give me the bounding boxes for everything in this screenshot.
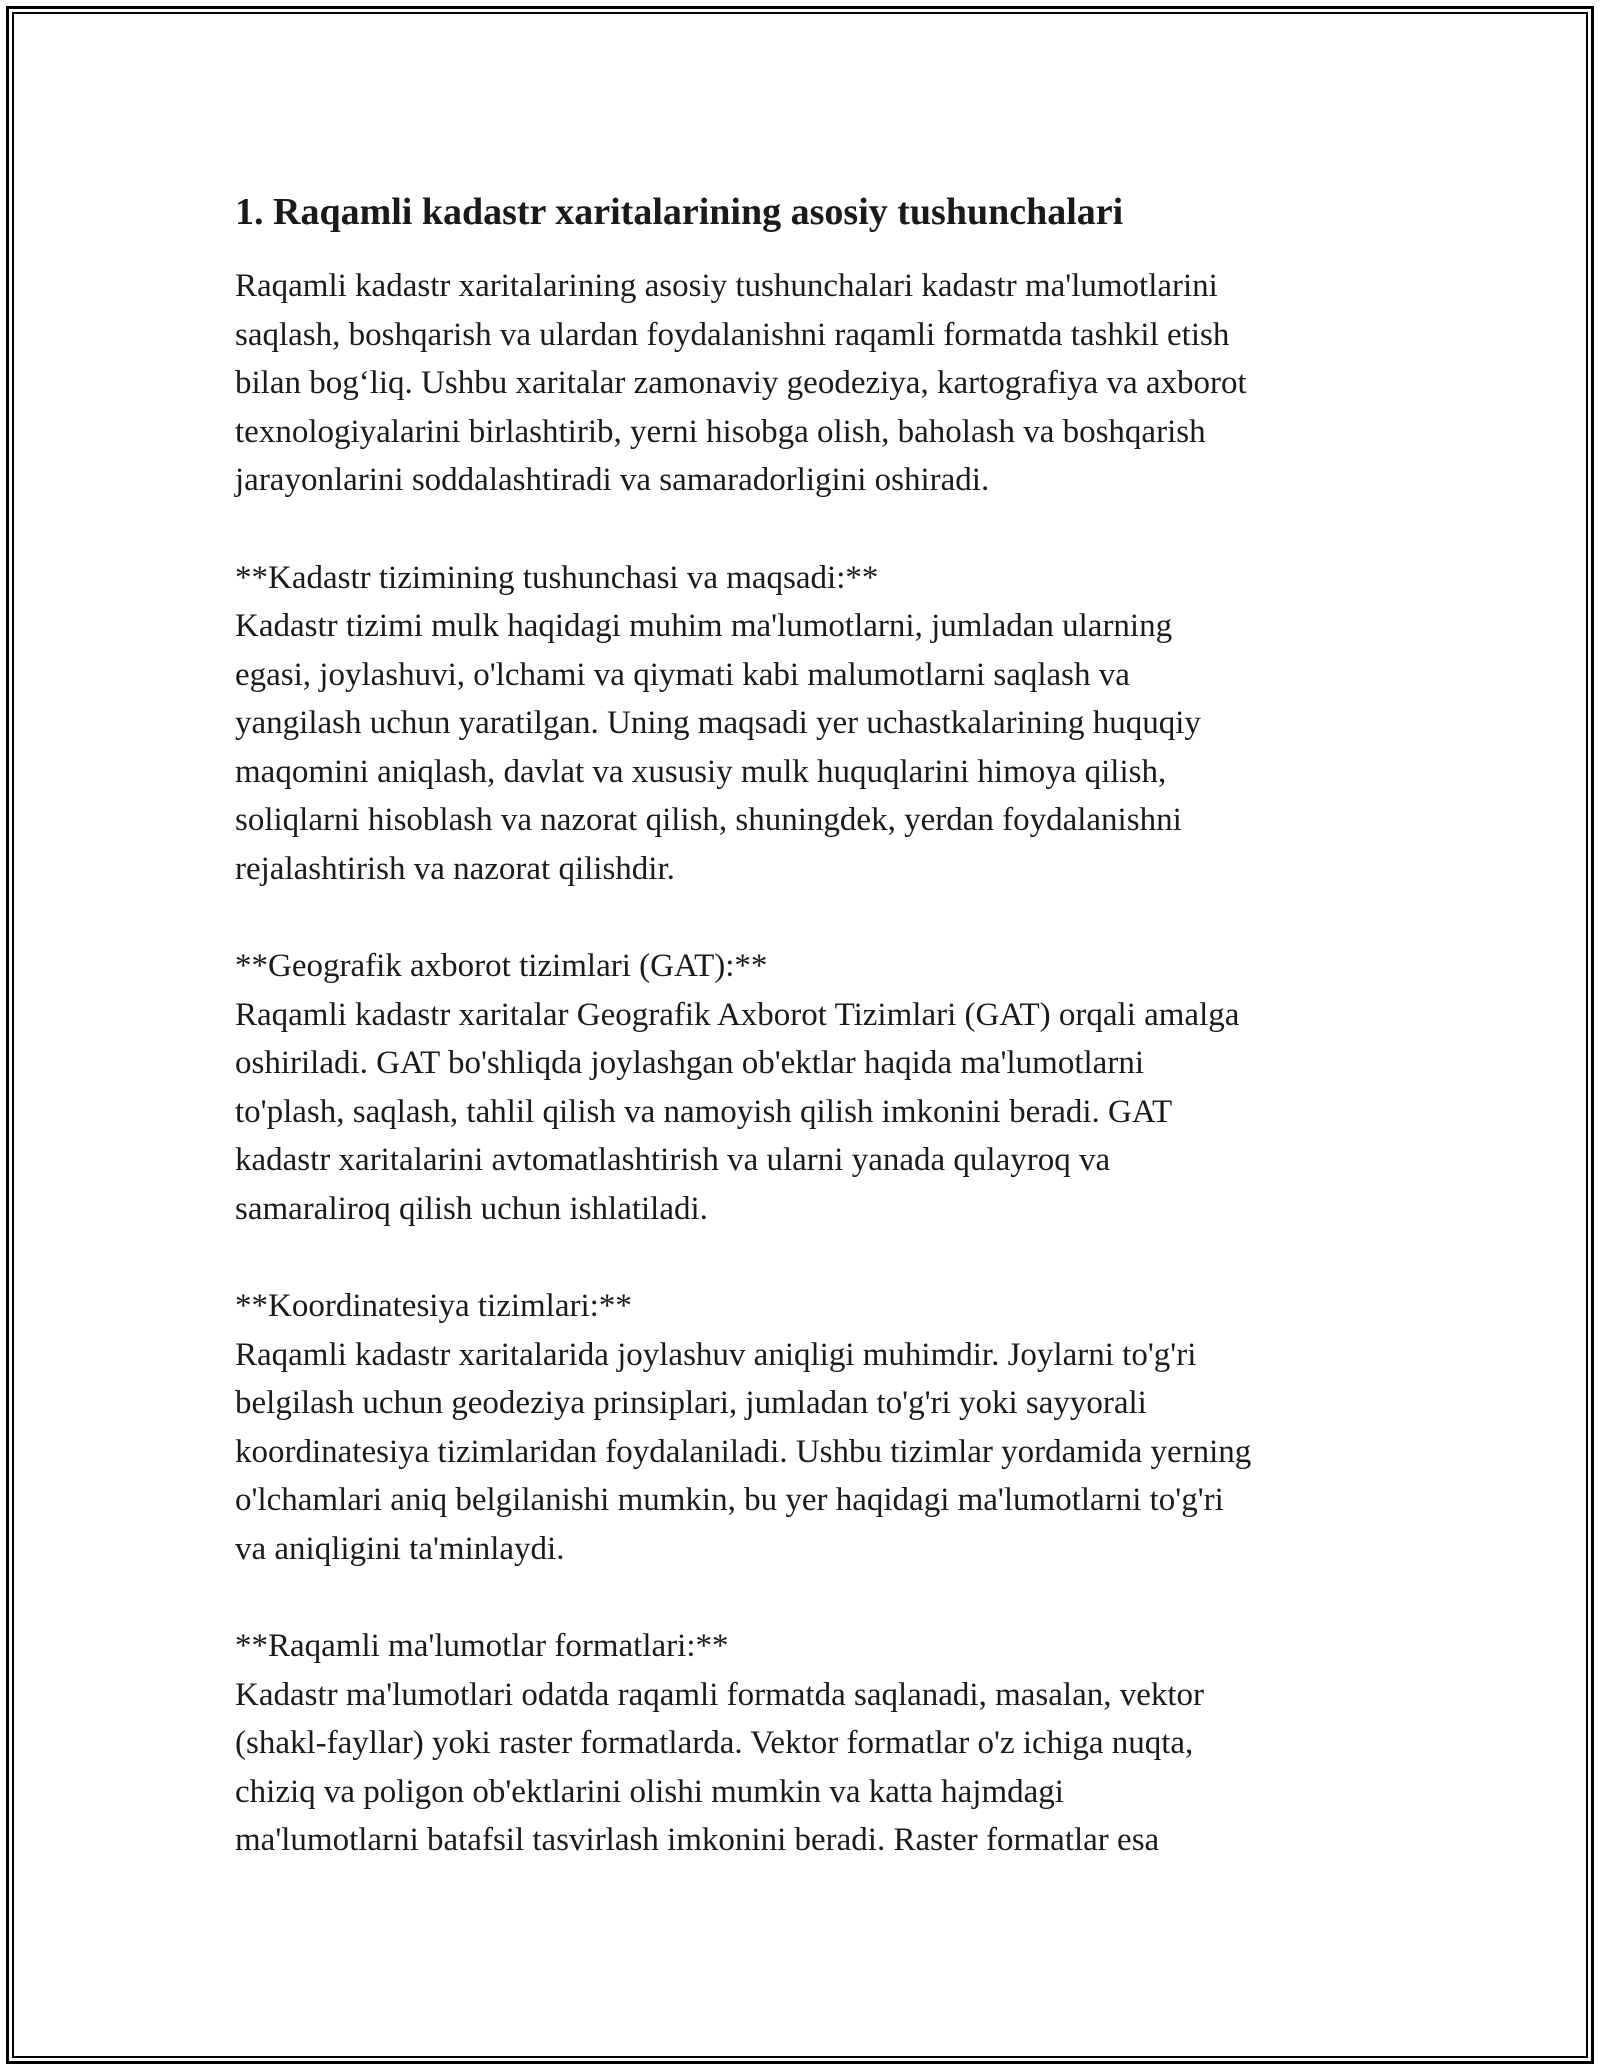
text-line: oshiriladi. GAT bo'shliqda joylashgan ob'ektlar haqida ma'lumotlarni: [235, 1045, 1144, 1081]
text-line: saqlash, boshqarish va ulardan foydalanishni raqamli formatda tashkil etish: [235, 316, 1230, 353]
section-heading: **Geografik axborot tizimlari (GAT):**: [235, 948, 768, 984]
text-line: Kadastr ma'lumotlari odatda raqamli formatda saqlanadi, masalan, vektor: [235, 1676, 1205, 1713]
text-line: o'lchamlari aniq belgilanishi mumkin, bu yer haqidagi ma'lumotlarni to'g'ri: [235, 1482, 1224, 1518]
text-line: Raqamli kadastr xaritalarida joylashuv aniqligi muhimdir. Joylarni to'g'ri: [235, 1336, 1197, 1373]
section-heading: **Raqamli ma'lumotlar formatlari:**: [235, 1628, 729, 1664]
text-line: koordinatesiya tizimlaridan foydalaniladi. Ushbu tizimlar yordamida yerning: [235, 1433, 1252, 1470]
text-line: to'plash, saqlash, tahlil qilish va namoyish qilish imkonini beradi. GAT: [235, 1093, 1173, 1130]
text-line: egasi, joylashuvi, o'lchami va qiymati kabi malumotlarni saqlash va: [235, 656, 1130, 693]
text-line: rejalashtirish va nazorat qilishdir.: [235, 850, 675, 887]
text-line: ma'lumotlarni batafsil tasvirlash imkonini beradi. Raster formatlar esa: [235, 1822, 1160, 1858]
text-line: yangilash uchun yaratilgan. Uning maqsadi yer uchastkalarining huquqiy: [235, 705, 1201, 741]
text-line: Kadastr tizimi mulk haqidagi muhim ma'lumotlarni, jumladan ularning: [235, 608, 1173, 644]
section-gat: [235, 942, 1385, 1233]
document-body: [235, 188, 1385, 1914]
text-line: jarayonlarini soddalashtiradi va samaradorligini oshiradi.: [235, 462, 990, 498]
text-line: Raqamli kadastr xaritalarining asosiy tushunchalari kadastr ma'lumotlarini: [235, 268, 1218, 304]
text-line: soliqlarni hisoblash va nazorat qilish, shuningdek, yerdan foydalanishni: [235, 802, 1182, 838]
section-raqamli-formatlar: [235, 1622, 1385, 1865]
text-line: bilan bog‘liq. Ushbu xaritalar zamonaviy geodeziya, kartografiya va axborot: [235, 365, 1247, 401]
text-line: Raqamli kadastr xaritalar Geografik Axborot Tizimlari (GAT) orqali amalga: [235, 996, 1240, 1033]
section-koordinatesiya: [235, 1282, 1385, 1573]
page-title: 1. Raqamli kadastr xaritalarining asosiy tushunchalari: [235, 191, 1124, 233]
intro-paragraph: [235, 262, 1385, 505]
text-line: belgilash uchun geodeziya prinsiplari, jumladan to'g'ri yoki sayyorali: [235, 1385, 1147, 1421]
text-line: va aniqligini ta'minlaydi.: [235, 1530, 565, 1567]
section-heading: **Kadastr tizimining tushunchasi va maqsadi:**: [235, 559, 879, 596]
section-heading: **Koordinatesiya tizimlari:**: [235, 1288, 632, 1324]
text-line: samaraliroq qilish uchun ishlatiladi.: [235, 1190, 708, 1227]
text-line: (shakl-fayllar) yoki raster formatlarda. Vektor formatlar o'z ichiga nuqta,: [235, 1725, 1194, 1761]
text-line: maqomini aniqlash, davlat va xususiy mulk huquqlarini himoya qilish,: [235, 753, 1167, 790]
text-line: texnologiyalarini birlashtirib, yerni hisobga olish, baholash va boshqarish: [235, 413, 1206, 450]
text-line: chiziq va poligon ob'ektlarini olishi mumkin va katta hajmdagi: [235, 1773, 1064, 1810]
text-line: kadastr xaritalarini avtomatlashtirish va ularni yanada qulayroq va: [235, 1142, 1111, 1178]
section-kadastr-tizimi: [235, 554, 1385, 894]
